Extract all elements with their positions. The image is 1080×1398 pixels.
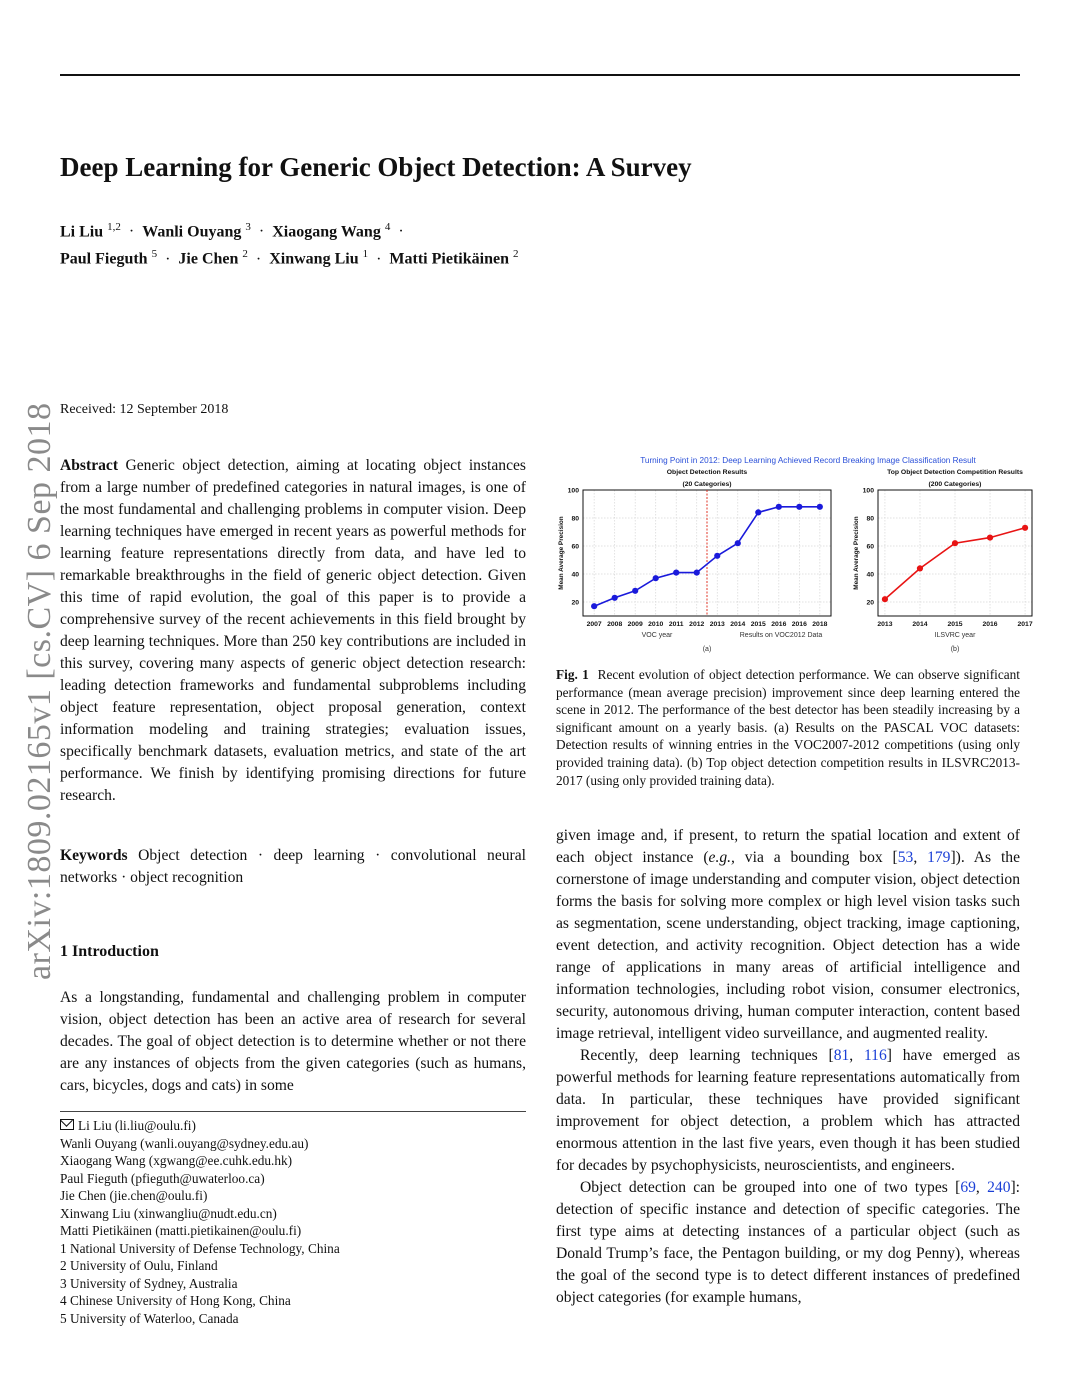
x-tick-label: 2009 xyxy=(627,621,643,628)
intro-paragraph xyxy=(60,987,526,1097)
right-paragraph-1: given image and, if present, to return the spatial location and extent of each object instance (e.g., via a bounding box [53, 179]). As the cornerstone of image understanding and computer vision, object detection forms the basis for solving more complex or high level vision tasks such as segmentation, scene understanding, object tracking, image captioning, event detection, and activity recognition. Object detection has a wide range of applications in many areas of artificial intelligence and information technologies, including robot vision, consumer electronics, security, autonomous driving, human computer interaction, content based image retrieval, intelligent video surveillance, and augmented reality. xyxy=(556,827,1020,1042)
caption-text: Recent evolution of object detection performance. We can observe significant performance (mean average precision) improvement since deep learning entered the scene in 2012. The performance of the best detector has been steadily increasing by a significant amount on a yearly basis. (a) Results on the PASCAL VOC datasets: Detection results of winning entries in the VOC2007-2012 competitions (using only provided training data). (b) Top object detection competition results in ILSVRC2013-2017 (using only provided training data). xyxy=(556,667,1021,788)
y-axis-label: Mean Average Precision xyxy=(558,516,565,590)
citation-link[interactable]: 69 xyxy=(960,1179,976,1196)
x-tick-label: 2012 xyxy=(689,621,705,628)
x-tick-label: 2014 xyxy=(912,621,928,628)
data-point xyxy=(817,504,823,510)
author-line-1 xyxy=(60,216,518,243)
paper-title: Deep Learning for Generic Object Detection: A Survey xyxy=(60,152,692,182)
data-point xyxy=(1022,525,1028,531)
figure-1-charts xyxy=(553,452,1033,662)
citation-link[interactable]: 240 xyxy=(987,1179,1011,1196)
data-point xyxy=(755,509,761,515)
author-separator: · xyxy=(376,250,382,268)
y-tick-label: 40 xyxy=(866,571,874,579)
chart-title: Object Detection Results xyxy=(666,469,748,476)
citation-link[interactable]: 116 xyxy=(863,1047,887,1064)
y-tick-label: 80 xyxy=(571,515,579,523)
author-line-2 xyxy=(60,243,518,270)
x-tick-label: 2018 xyxy=(812,621,828,628)
y-tick-label: 60 xyxy=(571,543,579,551)
author: Li Liu xyxy=(60,223,104,241)
top-rule xyxy=(60,74,1020,76)
x-tick-label: 2014 xyxy=(730,621,746,628)
x-tick-label: 2015 xyxy=(750,621,766,628)
author: Wanli Ouyang xyxy=(142,223,242,241)
x-axis-label-secondary: Results on VOC2012 Data xyxy=(739,632,823,639)
author: Xinwang Liu xyxy=(269,250,359,268)
keywords-text: Object detection · deep learning · convolutional neural networks · object recognition xyxy=(60,847,526,886)
section-heading-introduction: 1 Introduction xyxy=(60,943,159,960)
footnote-item: 3 University of Sydney, Australia xyxy=(60,1275,238,1291)
keywords xyxy=(60,845,526,889)
footnote-item: 5 University of Waterloo, Canada xyxy=(60,1310,239,1326)
footnote-item: Wanli Ouyang (wanli.ouyang@sydney.edu.au) xyxy=(60,1135,309,1151)
x-tick-label: 2008 xyxy=(607,621,623,628)
panel-label: (b) xyxy=(950,646,960,653)
figure-suptitle: Turning Point in 2012: Deep Learning Achieved Record Breaking Image Classification Result xyxy=(640,456,976,465)
footnote-item: 2 University of Oulu, Finland xyxy=(60,1258,218,1273)
author-list xyxy=(60,216,518,271)
footnote-item: 1 National University of Defense Technology, China xyxy=(60,1240,340,1256)
envelope-icon xyxy=(60,1119,74,1130)
data-point xyxy=(694,570,700,576)
footnote-rule xyxy=(60,1111,526,1112)
author: Xiaogang Wang xyxy=(272,223,381,241)
data-point xyxy=(735,540,741,546)
citation-link[interactable]: 53 xyxy=(897,849,914,866)
data-point xyxy=(987,535,993,541)
x-tick-label: 2013 xyxy=(877,621,893,628)
abstract-text: Generic object detection, aiming at locating object instances from a large number of predefined categories in natural images, is one of the most fundamental and challenging problems in computer vision. Deep learning techniques have emerged in recent years as powerful methods for learning feature representations directly from data, and have led to remarkable breakthroughs in the field of generic object detection. Given this time of rapid evolution, the goal of this paper is to provide a comprehensive survey of the recent achievements in this field brought by deep learning techniques. More than 250 key contributions are included in this survey, covering many aspects of generic object detection research: leading detection frameworks and fundamental subproblems including object feature representation, object proposal generation, context information modeling and training strategies; evaluation issues, specifically benchmark datasets, evaluation metrics, and state of the art performance. We finish by identifying promising directions for future research. xyxy=(60,457,527,804)
caption-label: Fig. 1 xyxy=(556,667,589,682)
author-separator: · xyxy=(258,223,265,241)
y-tick-label: 40 xyxy=(571,571,579,579)
x-axis-label: VOC year xyxy=(641,632,673,639)
x-tick-label: 2016 xyxy=(771,621,787,628)
x-tick-label: 2016 xyxy=(982,621,998,628)
author: Jie Chen xyxy=(178,250,239,268)
y-tick-label: 100 xyxy=(862,487,874,495)
figure-1 xyxy=(553,452,1033,662)
x-tick-label: 2013 xyxy=(709,621,725,628)
data-point xyxy=(714,553,720,559)
citation-link[interactable]: 179 xyxy=(927,849,951,866)
y-tick-label: 20 xyxy=(571,599,579,607)
received-date: Received: 12 September 2018 xyxy=(60,402,229,417)
footnote-item: 4 Chinese University of Hong Kong, China xyxy=(60,1293,291,1308)
author-affiliation: 2 xyxy=(242,248,248,261)
author-affiliation: 5 xyxy=(151,248,158,261)
y-tick-label: 100 xyxy=(567,487,579,495)
abstract-label: Abstract xyxy=(60,457,119,474)
data-point xyxy=(882,596,888,602)
author: Paul Fieguth xyxy=(60,250,148,268)
author-separator: · xyxy=(398,223,404,241)
y-axis-label: Mean Average Precision xyxy=(853,516,860,590)
right-column-body xyxy=(556,825,1020,1309)
x-tick-label: 2017 xyxy=(1017,621,1033,628)
x-tick-label: 2015 xyxy=(947,621,963,628)
author-separator: · xyxy=(165,250,171,268)
data-point xyxy=(673,570,679,576)
right-paragraph-2: Recently, deep learning techniques [81, 116] have emerged as powerful methods for learning feature representations automatically from data. In particular, these techniques have provided significant improvement for object detection, a problem which has attracted enormous attention in the last five years, even though it has been studied for decades by psychophysicists, neuroscientists, and engineers. xyxy=(556,1047,1021,1174)
data-point xyxy=(776,504,782,510)
footnote-item: Xinwang Liu (xinwangliu@nudt.edu.cn) xyxy=(60,1205,277,1221)
data-point xyxy=(612,595,618,601)
chart-title: Top Object Detection Competition Results xyxy=(887,469,1023,476)
data-point xyxy=(591,603,597,609)
footnote-item: Matti Pietikäinen (matti.pietikainen@oulu.fi) xyxy=(60,1223,302,1238)
data-point xyxy=(952,540,958,546)
y-tick-label: 60 xyxy=(866,543,874,551)
panel-label: (a) xyxy=(702,646,712,653)
author-separator: · xyxy=(128,223,135,241)
citation-link[interactable]: 81 xyxy=(833,1047,850,1064)
chart-subtitle: (200 Categories) xyxy=(928,481,982,488)
author-separator: · xyxy=(255,250,262,268)
x-tick-label: 2010 xyxy=(648,621,664,628)
footnote-item: Xiaogang Wang (xgwang@ee.cuhk.edu.hk) xyxy=(60,1153,293,1168)
chart-subtitle: (20 Categories) xyxy=(682,481,732,488)
x-tick-label: 2007 xyxy=(586,621,602,628)
data-point xyxy=(632,588,638,594)
x-axis-label: ILSVRC year xyxy=(934,632,976,639)
data-point xyxy=(917,565,923,571)
arxiv-stamp: arXiv:1809.02165v1 [cs.CV] 6 Sep 2018 xyxy=(21,402,58,980)
author-affiliation: 2 xyxy=(512,248,519,261)
right-paragraph-3: Object detection can be grouped into one of two types [69, 240]: detection of specific instance and detection of specific categories. The first type aims at detecting instances of a particular object (such as Donald Trump’s face, the Pentagon building, or my dog Penny), whereas the goal of the second type is to detect different instances of predefined object categories (for example humans, xyxy=(556,1179,1021,1306)
footnote-item: Li Liu (li.liu@oulu.fi) xyxy=(60,1117,340,1135)
data-point xyxy=(653,575,659,581)
data-point xyxy=(796,504,802,510)
figure-caption xyxy=(556,666,1020,789)
author: Matti Pietikäinen xyxy=(389,250,509,268)
author-affiliation: 1,2 xyxy=(107,221,121,233)
keywords-label: Keywords xyxy=(60,847,128,864)
abstract xyxy=(60,455,526,807)
footnote-item: Paul Fieguth (pfieguth@uwaterloo.ca) xyxy=(60,1170,265,1186)
x-tick-label: 2011 xyxy=(668,621,684,628)
y-tick-label: 20 xyxy=(866,599,874,607)
author-affiliation: 4 xyxy=(384,221,391,233)
footnote-item: Jie Chen (jie.chen@oulu.fi) xyxy=(60,1188,208,1203)
x-tick-label: 2016 xyxy=(791,621,807,628)
y-tick-label: 80 xyxy=(866,515,874,523)
footnotes xyxy=(60,1117,340,1327)
intro-text: As a longstanding, fundamental and challenging problem in computer vision, object detection has been an active area of research for several decades. The goal of object detection is to determine whether or not there are any instances of objects from the given categories (such as humans, cars, bicycles, dogs and cats) in some xyxy=(60,989,526,1094)
author-affiliation: 1 xyxy=(362,248,369,261)
author-affiliation: 3 xyxy=(245,221,251,233)
